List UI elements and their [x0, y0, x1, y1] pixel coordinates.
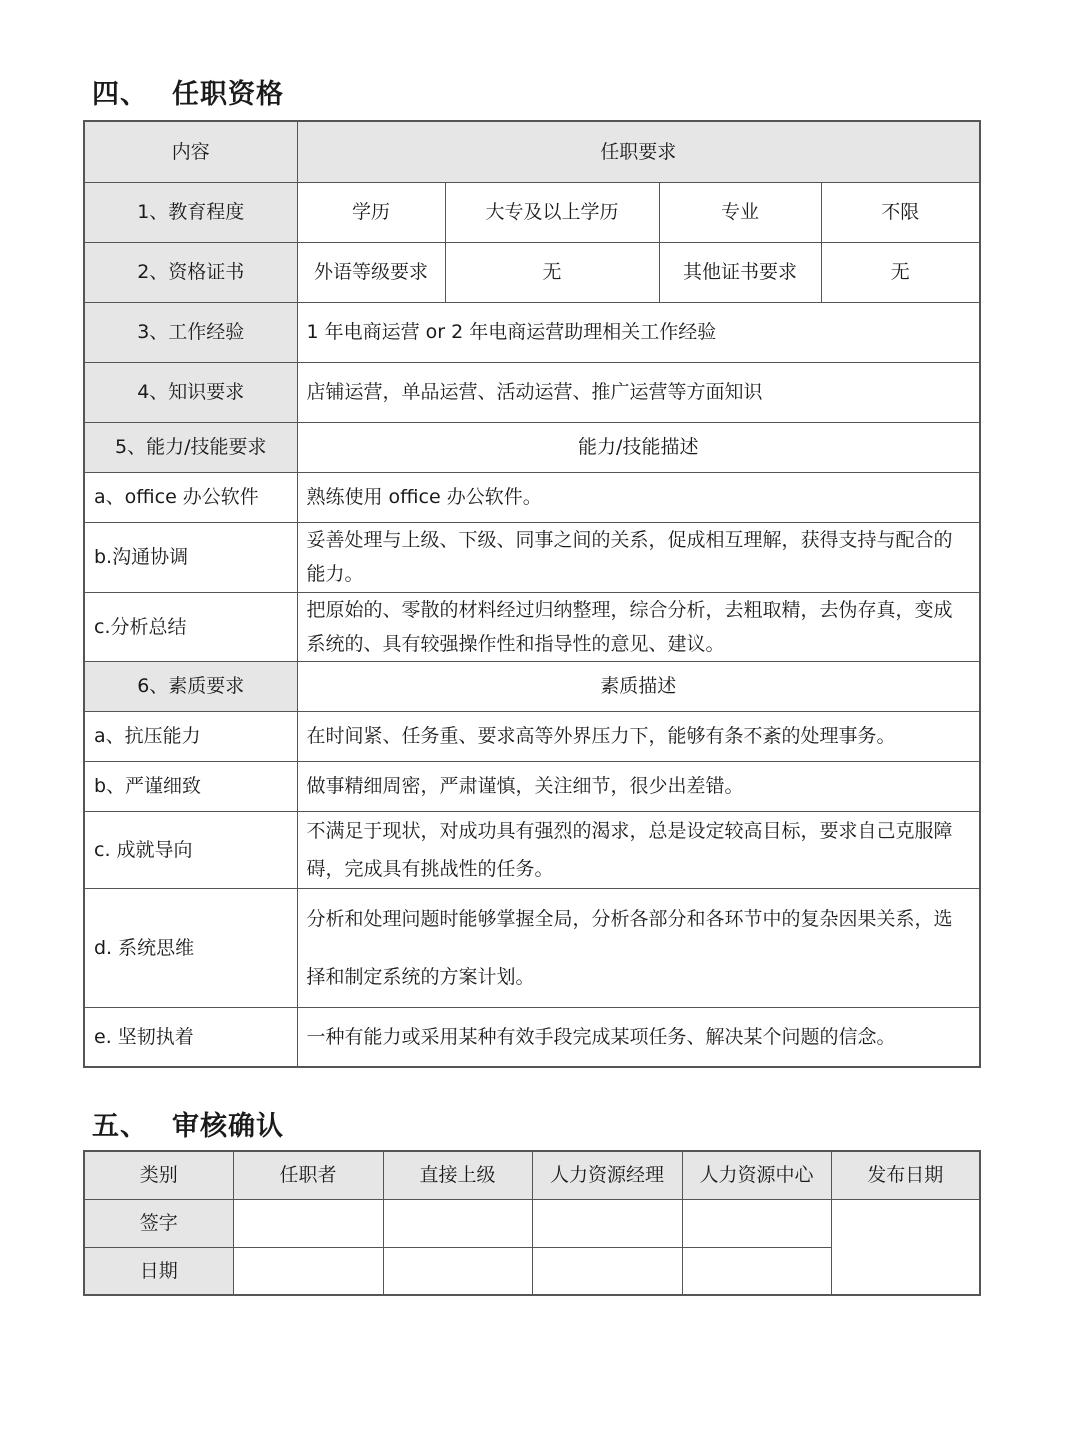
- major-value: 不限: [821, 182, 980, 242]
- quality-label: c. 成就导向: [84, 811, 297, 888]
- hr-manager-date-field[interactable]: [532, 1247, 682, 1295]
- hr-center-signature-field[interactable]: [682, 1199, 831, 1247]
- section-4-title: [92, 72, 284, 111]
- table-header-row: [84, 121, 980, 182]
- ability-desc: 把原始的、零散的材料经过归纳整理，综合分析，去粗取精，去伪存真，变成系统的、具有较强操作性和指导性的意见、建议。: [297, 592, 980, 661]
- publish-date-field[interactable]: [831, 1199, 980, 1295]
- review-header-row: [84, 1151, 980, 1199]
- experience-row: [84, 302, 980, 362]
- quality-row: [84, 761, 980, 811]
- other-cert-value: 无: [821, 242, 980, 302]
- ability-desc: 妥善处理与上级、下级、同事之间的关系，促成相互理解，获得支持与配合的能力。: [297, 522, 980, 592]
- knowledge-value: 店铺运营，单品运营、活动运营、推广运营等方面知识: [297, 362, 980, 422]
- ability-row: [84, 522, 980, 592]
- section-number: 四、: [92, 79, 148, 110]
- ability-header-row: [84, 422, 980, 472]
- row-label: 4、知识要求: [84, 362, 297, 422]
- education-key: 学历: [297, 182, 445, 242]
- quality-desc: 一种有能力或采用某种有效手段完成某项任务、解决某个问题的信念。: [297, 1007, 980, 1067]
- experience-value: 1 年电商运营 or 2 年电商运营助理相关工作经验: [297, 302, 980, 362]
- quality-label: d. 系统思维: [84, 888, 297, 1007]
- row-label: 3、工作经验: [84, 302, 297, 362]
- language-value: 无: [445, 242, 659, 302]
- header-hr-center: 人力资源中心: [682, 1151, 831, 1199]
- quality-desc: 做事精细周密，严肃谨慎，关注细节，很少出差错。: [297, 761, 980, 811]
- ability-row: [84, 592, 980, 661]
- hr-manager-signature-field[interactable]: [532, 1199, 682, 1247]
- signature-label: 签字: [84, 1199, 233, 1247]
- section-number: 五、: [92, 1111, 148, 1142]
- quality-label: a、抗压能力: [84, 711, 297, 761]
- header-hr-manager: 人力资源经理: [532, 1151, 682, 1199]
- quality-header-row: [84, 661, 980, 711]
- ability-desc-header: 能力/技能描述: [297, 422, 980, 472]
- hr-center-date-field[interactable]: [682, 1247, 831, 1295]
- quality-row: [84, 888, 980, 1007]
- quality-desc: 分析和处理问题时能够掌握全局，分析各部分和各环节中的复杂因果关系，选择和制定系统的方案计划。: [297, 888, 980, 1007]
- quality-desc: 在时间紧、任务重、要求高等外界压力下，能够有条不紊的处理事务。: [297, 711, 980, 761]
- supervisor-date-field[interactable]: [383, 1247, 532, 1295]
- row-label: 5、能力/技能要求: [84, 422, 297, 472]
- employee-signature-field[interactable]: [233, 1199, 383, 1247]
- header-content: 内容: [84, 121, 297, 182]
- language-key: 外语等级要求: [297, 242, 445, 302]
- ability-desc: 熟练使用 office 办公软件。: [297, 472, 980, 522]
- ability-label: b.沟通协调: [84, 522, 297, 592]
- education-row: [84, 182, 980, 242]
- header-category: 类别: [84, 1151, 233, 1199]
- major-key: 专业: [659, 182, 821, 242]
- other-cert-key: 其他证书要求: [659, 242, 821, 302]
- ability-label: c.分析总结: [84, 592, 297, 661]
- header-publish-date: 发布日期: [831, 1151, 980, 1199]
- quality-label: b、严谨细致: [84, 761, 297, 811]
- header-supervisor: 直接上级: [383, 1151, 532, 1199]
- signature-row: [84, 1199, 980, 1247]
- row-label: 1、教育程度: [84, 182, 297, 242]
- qualification-table: [83, 120, 981, 1068]
- ability-row: [84, 472, 980, 522]
- section-5-title: [92, 1104, 284, 1143]
- quality-desc-header: 素质描述: [297, 661, 980, 711]
- ability-label: a、office 办公软件: [84, 472, 297, 522]
- header-employee: 任职者: [233, 1151, 383, 1199]
- row-label: 6、素质要求: [84, 661, 297, 711]
- review-table: [83, 1150, 981, 1296]
- knowledge-row: [84, 362, 980, 422]
- header-requirement: 任职要求: [297, 121, 980, 182]
- certificate-row: [84, 242, 980, 302]
- quality-row: [84, 1007, 980, 1067]
- row-label: 2、资格证书: [84, 242, 297, 302]
- quality-row: [84, 811, 980, 888]
- education-value: 大专及以上学历: [445, 182, 659, 242]
- date-label: 日期: [84, 1247, 233, 1295]
- quality-row: [84, 711, 980, 761]
- employee-date-field[interactable]: [233, 1247, 383, 1295]
- section-title-text: 任职资格: [172, 79, 284, 110]
- supervisor-signature-field[interactable]: [383, 1199, 532, 1247]
- section-title-text: 审核确认: [172, 1111, 284, 1142]
- quality-desc: 不满足于现状，对成功具有强烈的渴求，总是设定较高目标，要求自己克服障碍，完成具有挑战性的任务。: [297, 811, 980, 888]
- quality-label: e. 坚韧执着: [84, 1007, 297, 1067]
